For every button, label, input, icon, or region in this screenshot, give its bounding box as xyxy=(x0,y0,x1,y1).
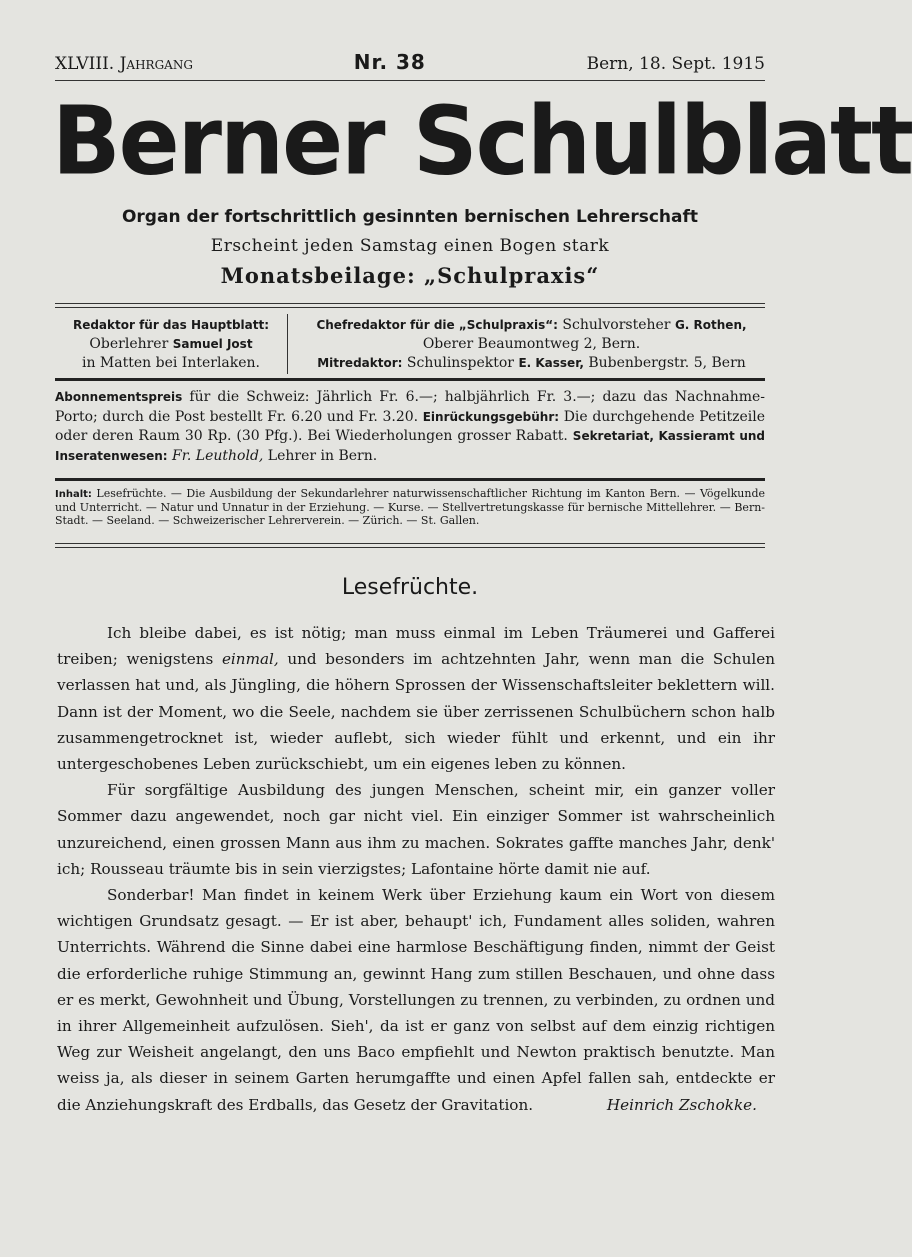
paragraph-1-emphasis: einmal, xyxy=(221,650,279,669)
editors-block xyxy=(55,314,765,374)
masthead-top-line xyxy=(55,50,765,78)
editor-supplement xyxy=(288,314,765,374)
editors-top-rule xyxy=(55,303,765,308)
article-title: Lesefrüchte. xyxy=(341,575,479,600)
top-rule xyxy=(55,80,765,81)
editor-main-title: Oberlehrer xyxy=(89,336,173,352)
issue-number: Nr. 38 xyxy=(353,50,426,74)
co-editor-address: Bubenbergstr. 5, Bern xyxy=(583,355,746,371)
insertion-fee-label: Einrückungsgebühr: xyxy=(422,409,560,424)
publication-title: Berner Schulblatt xyxy=(52,86,912,197)
subtitle-schedule: Erscheint jeden Samstag einen Bogen stark xyxy=(210,236,610,256)
paragraph-1-end: und besonders im achtzehnten Jahr, wenn man die Schulen verlassen hat und, als Jüngling, die höhern Sprossen der Wissenschaftsleiter beklettern will. Dann ist der Moment, wo die Seele, nachdem sie über zerrissenen Schulbüchern schon halb zusammengetrocknet ist, wieder auflebt, sich wieder fühlt und erkennt, und ein ihr untergeschobenes Leben zurückschiebt, um ein eigenes leben zu können. xyxy=(57,650,775,774)
article-signature: Heinrich Zschokke. xyxy=(606,1095,757,1114)
subscription-info xyxy=(55,388,765,466)
editor-main-label: Redaktor für das Hauptblatt: xyxy=(72,318,270,332)
office-name: Fr. Leuthold, xyxy=(172,447,264,464)
contents-text: Lesefrüchte. — Die Ausbildung der Sekundarlehrer naturwissenschaftlicher Richtung im Kanton Bern. — Vögelkunde und Unterricht. — Natur und Unnatur in der Erziehung. — Kurse. — Stellvertretungskasse für bernische Mittellehrer. — Bern-Stadt. — Seeland. — Schweizerischer Lehrerverein. — Zürich. — St. Gallen. xyxy=(55,487,765,527)
issue-date: Bern, 18. Sept. 1915 xyxy=(586,54,765,74)
chief-editor-name: G. Rothen, xyxy=(674,318,747,332)
office-text: Lehrer in Bern. xyxy=(263,447,378,464)
subtitle-supplement: Monatsbeilage: „Schulpraxis“ xyxy=(220,263,600,288)
article-body xyxy=(57,620,775,1118)
contents-bottom-rule xyxy=(55,543,765,548)
article-paragraph-2: Für sorgfältige Ausbildung des jungen Menschen, scheint mir, ein ganzer voller Sommer dazu angewendet, noch gar nicht viel. Ein einziger Sommer ist wahrscheinlich unzureichend, einen grossen Mann aus ihm zu machen. Sokrates gaffte manches Jahr, denk' ich; Rousseau träumte bis in sein vierzigstes; Lafontaine hörte damit nie auf. xyxy=(57,781,775,878)
co-editor-name: E. Kasser, xyxy=(518,356,584,370)
subscription-label: Abonnementspreis xyxy=(55,390,183,404)
volume-label: XLVIII. Jahrgang xyxy=(55,54,193,74)
article-paragraph xyxy=(57,620,775,777)
subscription-text: für die Schweiz: Jährlich Fr. 6.—; halbjährlich Fr. 3.—; dazu das Nachnahme-Porto; durch die Post bestellt Fr. 6.20 und Fr. 3.20. xyxy=(55,389,765,425)
paragraph-1-start: Ich bleibe dabei, es ist nötig; man muss einmal im Leben Träumerei und Gafferei treiben; wenigstens xyxy=(57,624,775,669)
subtitle-organ: Organ der fortschrittlich gesinnten bernischen Lehrerschaft xyxy=(121,207,699,227)
abonnement-top-rule xyxy=(55,378,765,381)
co-editor-title: Schulinspektor xyxy=(402,355,519,371)
table-of-contents xyxy=(55,487,765,527)
chief-editor-label: Chefredaktor für die „Schulpraxis“: xyxy=(316,318,558,332)
chief-editor-title: Schulvorsteher xyxy=(557,317,675,333)
article-paragraph-3: Sonderbar! Man findet in keinem Werk über Erziehung kaum ein Wort von diesem wichtigen Grundsatz gesagt. — Er ist aber, behaupt' ich, Fundament alles soliden, wahren Unterrichts. Während die Sinne dabei eine harmlose Beschäftigung finden, nimmt der Geist die erforderliche ruhige Stimmung an, gewinnt Hang zum stillen Beschauen, und ohne dass er es merkt, Gewohnheit und Übung, Vorstellungen zu trennen, zu verbinden, zu ordnen und in ihrer Allgemeinheit aufzulösen. Sieh', da ist er ganz von selbst auf dem einzig richtigen Weg zur Weisheit angelangt, den uns Baco empfiehlt und Newton praktisch benutzte. Man weiss ja, als dieser in seinem Garten herumgaffte und einen Apfel fallen sah, entdeckte er die Anziehungskraft des Erdballs, das Gesetz der Gravitation. xyxy=(57,886,775,1114)
contents-label: Inhalt: xyxy=(55,489,92,500)
editor-main-address: in Matten bei Interlaken. xyxy=(81,355,260,371)
co-editor-label: Mitredaktor: xyxy=(317,356,403,370)
editor-main xyxy=(55,314,288,374)
chief-editor-address: Oberer Beaumontweg 2, Bern. xyxy=(422,336,641,352)
contents-top-rule xyxy=(55,478,765,481)
editor-main-name: Samuel Jost xyxy=(172,337,253,351)
office-label: Sekretariat, Kassieramt und Inseratenwesen: xyxy=(55,429,765,463)
insertion-fee-text: Die durchgehende Petitzeile oder deren Raum 30 Rp. (30 Pfg.). Bei Wiederholungen grosser Rabatt. xyxy=(55,408,765,444)
